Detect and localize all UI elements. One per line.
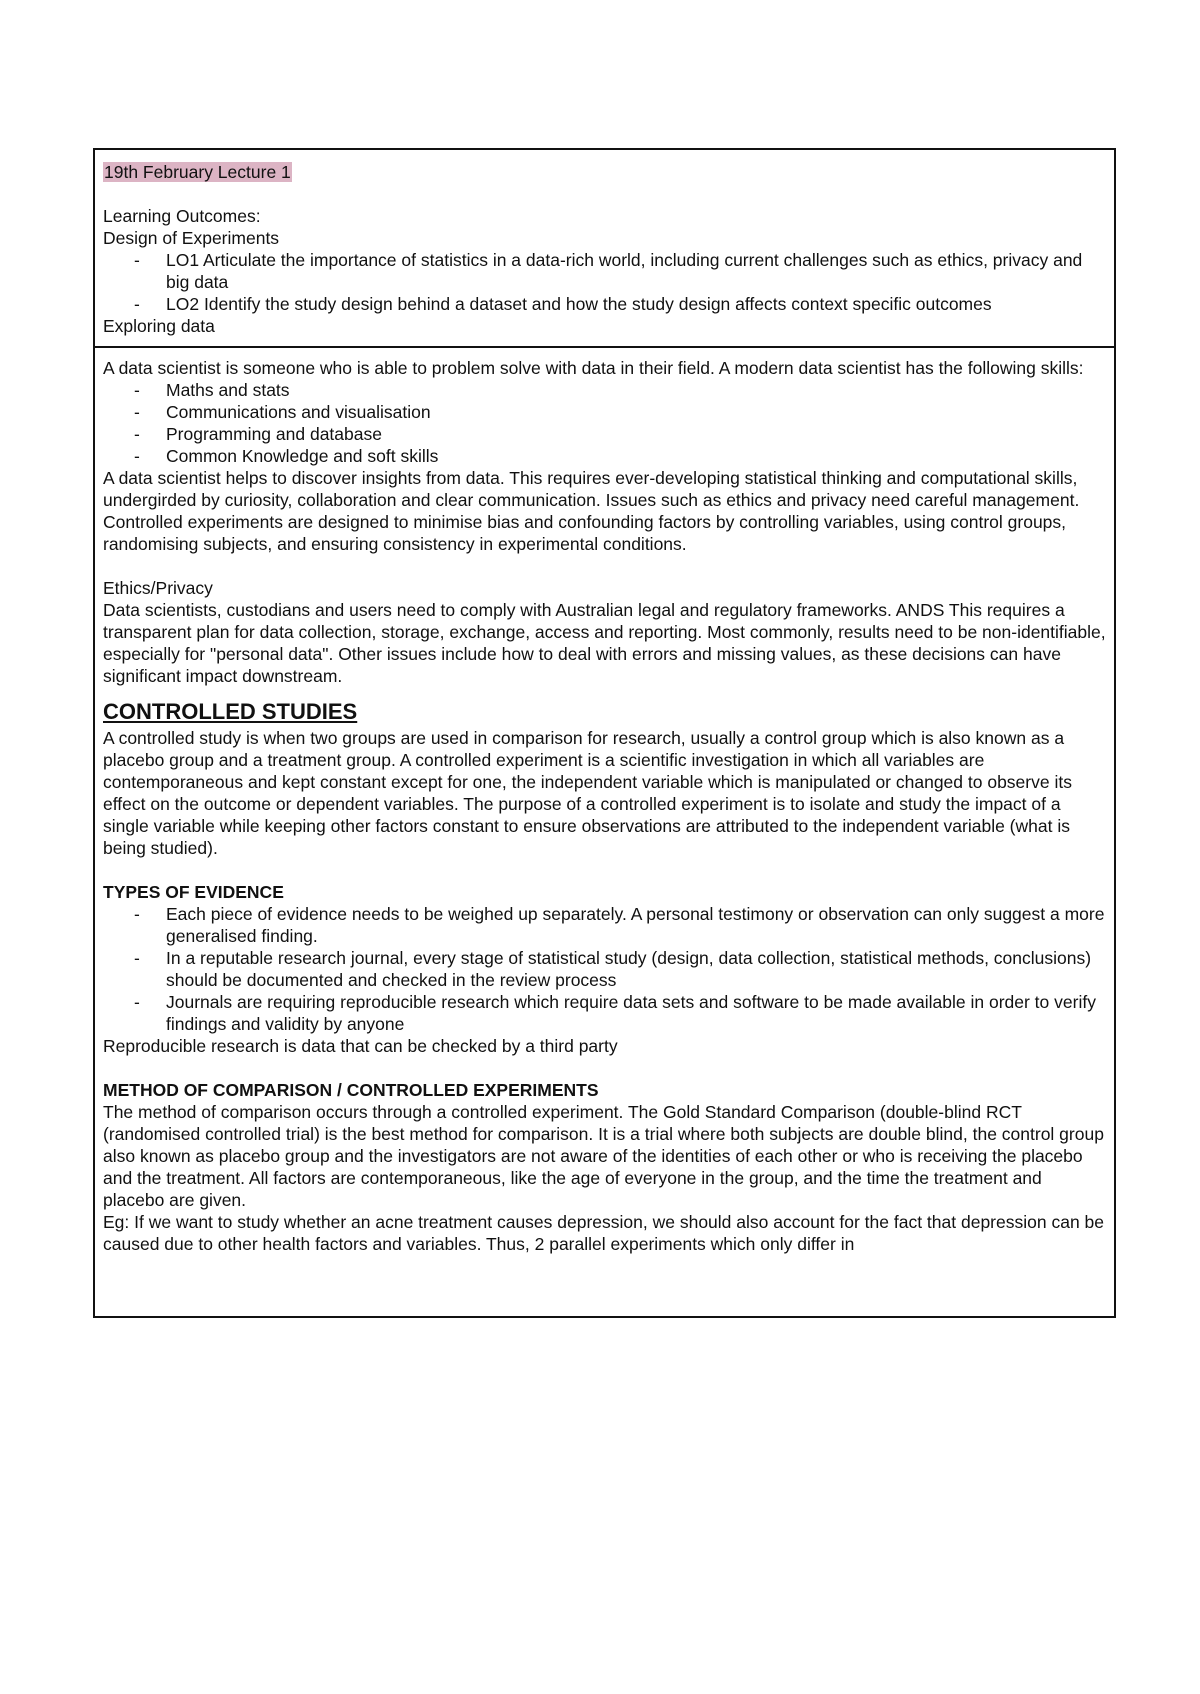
controlled-studies-heading: CONTROLLED STUDIES — [103, 699, 358, 724]
intro-paragraph: A data scientist is someone who is able to problem solve with data in their field. A modern data scientist has the following skills: — [103, 358, 1084, 378]
list-item: - LO1 Articulate the importance of statistics in a data-rich world, including current challenges such as ethics, privacy and big data — [103, 249, 1107, 293]
skills-list — [103, 379, 1107, 467]
list-item: - Programming and database — [103, 423, 1107, 445]
list-item: - Journals are requiring reproducible research which require data sets and software to be made available in order to verify findings and validity by anyone — [103, 991, 1107, 1035]
list-item: - In a reputable research journal, every stage of statistical study (design, data collection, statistical methods, conclusions) should be documented and checked in the review process — [103, 947, 1107, 991]
evidence-list — [103, 903, 1107, 1035]
spacer — [103, 1057, 1107, 1079]
evidence-heading: TYPES OF EVIDENCE — [103, 882, 284, 902]
exploring-label: Exploring data — [103, 316, 215, 336]
date-title: 19th February Lecture 1 — [104, 162, 291, 182]
list-item: - Maths and stats — [103, 379, 1107, 401]
notes-table — [93, 148, 1116, 1318]
reproducible-paragraph: Reproducible research is data that can be checked by a third party — [103, 1036, 618, 1056]
ethics-title: Ethics/Privacy — [103, 578, 213, 598]
spacer — [103, 183, 1107, 205]
list-item: - LO2 Identify the study design behind a dataset and how the study design affects context specific outcomes — [103, 293, 1107, 315]
example-paragraph: Eg: If we want to study whether an acne treatment causes depression, we should also account for the fact that depression can be caused due to other health factors and variables. Thus, 2 parallel experiments which only differ in — [103, 1212, 1105, 1254]
list-item: - Communications and visualisation — [103, 401, 1107, 423]
list-item: - Common Knowledge and soft skills — [103, 445, 1107, 467]
insights-paragraph: A data scientist helps to discover insights from data. This requires ever-developing statistical thinking and computational skills, undergirded by curiosity, collaboration and clear communication. Issues such as ethics and privacy need careful management. Controlled experiments are designed to minimise bias and confounding factors by controlling variables, using control groups, randomising subjects, and ensuring consistency in experimental conditions. — [103, 468, 1080, 554]
ethics-paragraph: Data scientists, custodians and users need to comply with Australian legal and regulatory frameworks. ANDS This requires a transparent plan for data collection, storage, exchange, access and reporting. Most commonly, results need to be non-identifiable, especially for "personal data". Other issues include how to deal with errors and missing values, as these decisions can have significant impact downstream. — [103, 600, 1106, 686]
controlled-paragraph: A controlled study is when two groups are used in comparison for research, usually a control group which is also known as a placebo group and a treatment group. A controlled experiment is a scientific investigation in which all variables are contemporaneous and kept constant except for one, the independent variable which is manipulated or changed to observe its effect on the outcome or dependent variables. The purpose of a controlled experiment is to isolate and study the impact of a single variable while keeping other factors constant to ensure observations are attributed to the independent variable (what is being studied). — [103, 728, 1072, 858]
spacer — [103, 555, 1107, 577]
outcomes-list — [103, 249, 1107, 315]
method-paragraph: The method of comparison occurs through a controlled experiment. The Gold Standard Comparison (double-blind RCT (randomised controlled trial) is the best method for comparison. It is a trial where both subjects are double blind, the control group also known as placebo group and the investigators are not aware of the identities of each other or who is receiving the placebo and the treatment. All factors are contemporaneous, like the age of everyone in the group, and the time the treatment and placebo are given. — [103, 1102, 1104, 1210]
outcomes-label: Learning Outcomes: — [103, 206, 261, 226]
content-cell — [95, 348, 1114, 1316]
design-label: Design of Experiments — [103, 228, 280, 248]
header-cell — [95, 150, 1114, 348]
list-item: - Each piece of evidence needs to be weighed up separately. A personal testimony or observation can only suggest a more generalised finding. — [103, 903, 1107, 947]
method-heading: METHOD OF COMPARISON / CONTROLLED EXPERIMENTS — [103, 1080, 599, 1100]
spacer — [103, 859, 1107, 881]
